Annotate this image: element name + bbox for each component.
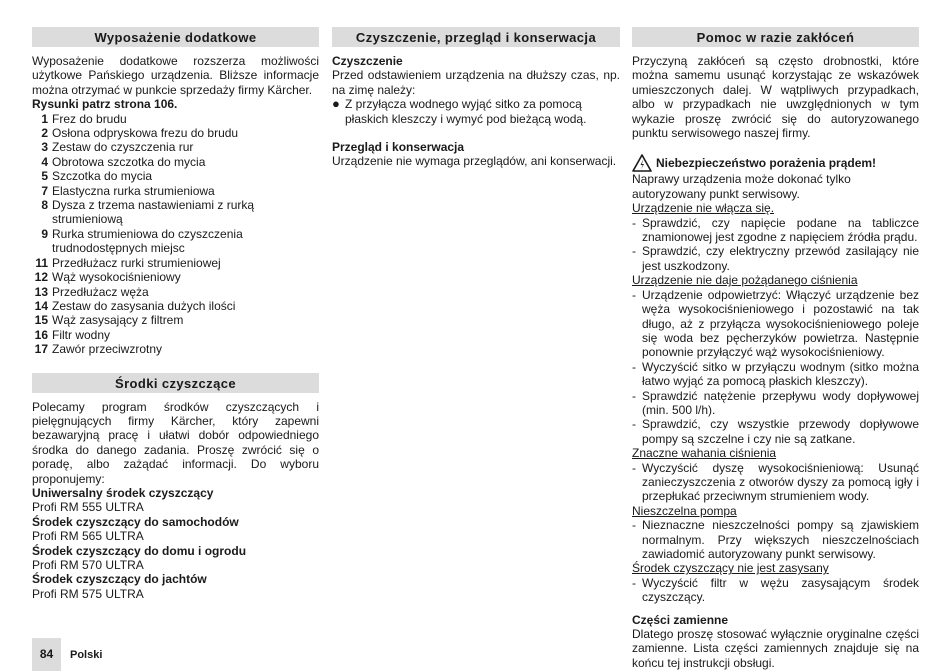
list-item: - Nieznaczne nieszczelności pompy są zjawiskiem normalnym. Przy większych nieszczelnościach zawiadomić autoryzowany punkt serwisowy. <box>632 518 919 561</box>
product-code: Profi RM 570 ULTRA <box>32 558 144 572</box>
accessories-list <box>32 112 319 357</box>
warning-heading <box>632 154 919 172</box>
accessories-intro: Wyposażenie dodatkowe rozszerza możliwości użytkowe Pańskiego urządzenia. Bliższe informacje można otrzymać w punkcie sprzedaży firmy Kärcher. <box>32 54 319 97</box>
symptom-title: Urządzenie nie włącza się. <box>632 201 775 216</box>
product-name: Środek czyszczący do samochodów <box>32 514 239 529</box>
list-item: 13 Przedłużacz węża <box>34 284 149 299</box>
cleaning-title: Czyszczenie <box>332 54 403 68</box>
list-item: 4 Obrotowa szczotka do mycia <box>41 154 206 169</box>
figures-reference: Rysunki patrz strona 106. <box>32 97 178 112</box>
section-heading-accessories: Wyposażenie dodatkowe <box>32 27 319 47</box>
product-name: Środek czyszczący do domu i ogrodu <box>32 543 247 558</box>
symptom-title: Nieszczelna pompa <box>632 503 737 518</box>
cleaning-agents-intro: Polecamy program środków czyszczących i pielęgnujących firmy Kärcher, który zapewni bezawaryjną pracę i ułatwi dobór odpowiedniego środka do danego zadania. Proszę zwrócić się o poradę, albo zażądać informacji. Do wyboru proponujemy: <box>32 399 319 486</box>
bullet-dot-icon: ● <box>332 96 340 112</box>
language-label: Polski <box>70 648 103 661</box>
column-troubleshooting <box>632 27 919 670</box>
symptom-title: Znaczne wahania ciśnienia <box>632 446 777 461</box>
list-item: 14 Zestaw do zasysania dużych ilości <box>34 298 236 313</box>
list-item: - Sprawdzić, czy elektryczny przewód zasilający nie jest uszkodzony. <box>632 244 919 273</box>
list-item: 2 Osłona odpryskowa frezu do brudu <box>41 126 239 141</box>
list-item: - Sprawdzić natężenie przepływu wody dopływowej (min. 500 l/h). <box>632 388 919 417</box>
column-maintenance <box>332 27 620 169</box>
list-item: - Urządzenie odpowietrzyć: Włączyć urządzenie bez węża wysokociśnieniowego i pozostawić na tak długo, aż z przyłącza wysokociśnieniowego poleje się woda bez pęcherzyków powietrza. Następnie ponownie przyłączyć wąż wysokociśnieniowy. <box>632 287 919 360</box>
list-item: 12 Wąż wysokociśnieniowy <box>34 270 181 285</box>
symptom-title: Środek czyszczący nie jest zasysany <box>632 561 829 576</box>
list-item: 3 Zestaw do czyszczenia rur <box>41 140 194 155</box>
spare-parts-title: Części zamienne <box>632 612 729 627</box>
list-item: 15 Wąż zasysający z filtrem <box>34 313 184 328</box>
list-item: - Wyczyścić sitko w przyłączu wodnym (sitko można łatwo wyjąć za pomocą płaskich kleszczy). <box>632 359 919 389</box>
inspection-title: Przegląd i konserwacja <box>332 140 465 155</box>
list-item: - Wyczyścić dyszę wysokociśnieniową: Usunąć zanieczyszczenia z otworów dyszy za pomocą igły i przepłukać przeciwnym strumieniem wody. <box>632 460 919 504</box>
symptom-title: Urządzenie nie daje pożądanego ciśnienia <box>632 273 858 288</box>
page-number: 84 <box>32 638 61 671</box>
product-name: Środek czyszczący do jachtów <box>32 572 207 587</box>
list-item: - Wyczyścić filtr w wężu zasysającym środek czyszczący. <box>632 575 919 605</box>
list-item: 7 Elastyczna rurka strumieniowa <box>41 183 215 198</box>
list-item: 5 Szczotka do mycia <box>41 169 153 184</box>
warning-title: Niebezpieczeństwo porażenia prądem! <box>656 156 877 171</box>
section-heading-troubleshooting: Pomoc w razie zakłóceń <box>632 27 919 47</box>
list-item: 8 Dysza z trzema nastawieniami z rurką strumieniową <box>41 198 255 227</box>
list-item: 17 Zawór przeciwzrotny <box>34 342 163 357</box>
column-accessories <box>32 27 319 601</box>
list-item: 9 Rurka strumieniowa do czyszczenia trudnodostępnych miejsc <box>41 226 243 256</box>
product-name: Uniwersalny środek czyszczący <box>32 485 214 500</box>
section-heading-maintenance: Czyszczenie, przegląd i konserwacja <box>332 27 620 47</box>
product-code: Profi RM 565 ULTRA <box>32 529 144 544</box>
page-footer <box>32 638 102 671</box>
warning-triangle-icon <box>632 154 652 172</box>
list-item: - Sprawdzić, czy wszystkie przewody dopływowe pompy są szczelne i czy nie są zatkane. <box>632 417 919 446</box>
cleaning-bullet: ● Z przyłącza wodnego wyjąć sitko za pomocą płaskich kleszczy i wymyć pod bieżącą wodą. <box>332 96 587 126</box>
list-item: 16 Filtr wodny <box>34 327 111 342</box>
list-item: - Sprawdzić, czy napięcie podane na tabliczce znamionowej jest zgodne z napięciem źródła prądu. <box>632 215 919 245</box>
cleaning-text: Przed odstawieniem urządzenia na dłuższy czas, np. na zimę należy: <box>332 68 620 97</box>
product-list <box>32 486 319 601</box>
product-code: Profi RM 555 ULTRA <box>32 500 144 515</box>
list-item: 1 Frez do brudu <box>41 111 127 126</box>
troubleshooting-intro: Przyczyną zakłóceń są często drobnostki, które można samemu usunąć korzystając ze wskazówek umieszczonych dalej. W wątpliwych przypadkach, albo w przypadkach nie uwzględnionych w tym wykazie proszę zwrócić się do autoryzowanego punktu serwisowego naszej firmy. <box>632 54 919 141</box>
product-code: Profi RM 575 ULTRA <box>32 586 144 601</box>
section-heading-cleaning-agents: Środki czyszczące <box>32 373 319 393</box>
inspection-text: Urządzenie nie wymaga przeglądów, ani konserwacji. <box>332 154 617 169</box>
list-item: 11 Przedłużacz rurki strumieniowej <box>35 255 221 270</box>
spare-parts-text: Dlatego proszę stosować wyłącznie oryginalne części zamienne. Lista części zamiennych znajduje się na końcu tej instrukcji obsługi. <box>632 627 919 670</box>
warning-text: Naprawy urządzenia może dokonać tylko autoryzowany punkt serwisowy. <box>632 172 851 201</box>
